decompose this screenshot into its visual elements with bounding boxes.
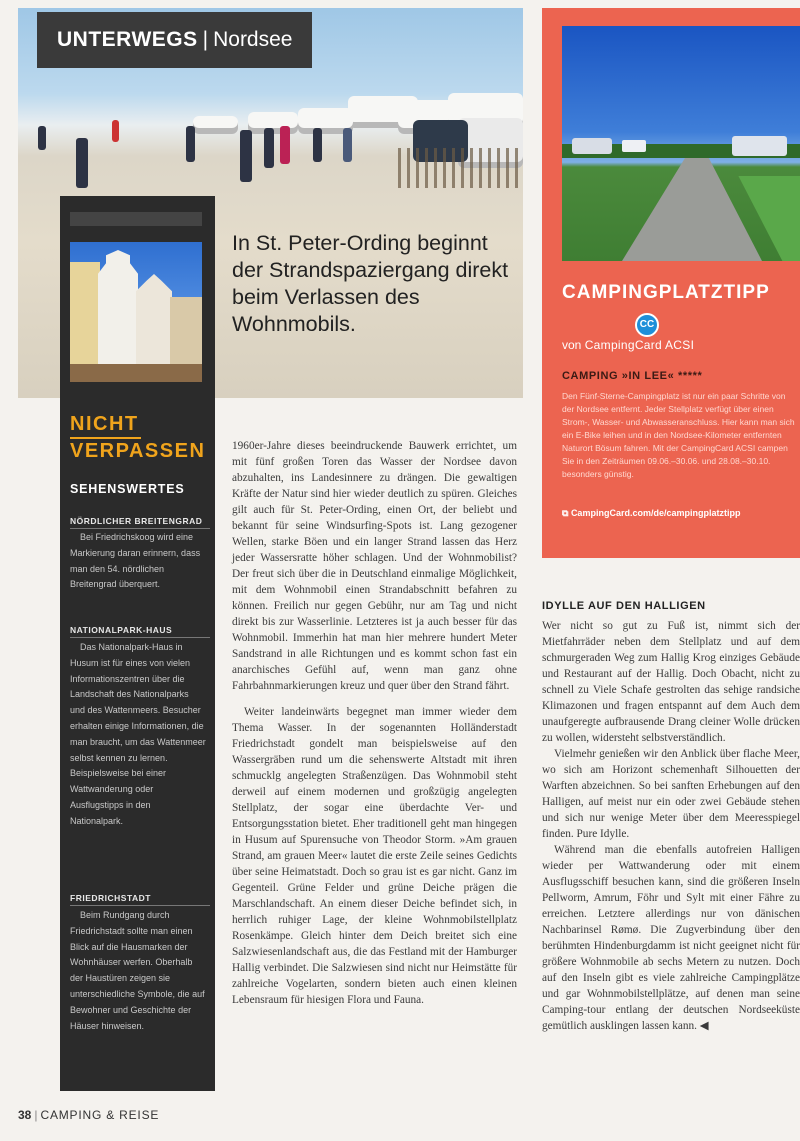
- sidebar-top-bar: [70, 212, 202, 226]
- sidebar-subheading: SEHENSWERTES: [70, 482, 185, 496]
- campingcard-logo-icon: CC: [635, 313, 659, 337]
- sponsor-brand: CampingCard ACSI: [584, 338, 695, 352]
- footer-separator: |: [34, 1108, 38, 1122]
- caravan: [572, 138, 612, 154]
- paragraph: 1960er-Jahre dieses beeindruckende Bauwerk errichtet, um mit fünf großen Toren das Wasser der Nordsee davon abzuhalten, ins Landesinnere zu drängen. Die gewaltigen Kräfte der Natur sind hier wieder deutlich zu spüren. Gleiches gilt auch für St. Peter-Ording, einen Ort, der beliebt und bekannt für seine Windsurfing-Spots ist. Lang gezogener Wellen, starke Böen und ein langer Strand lassen das Herz jeder Wassersratte höher schlagen. Und der Wohnmobilist? Der freut sich über die in Deutschland einmalige Möglichkeit, mit dem Wohnmobil einen Strandabschnitt befahren zu können. Freilich nur gegen Gebühr, nur am Tag und nicht direkt bis zur Wasserlinie. Letzteres ist ja auch besser für das Wohnmobil. Immerhin hat man hier mehrere hundert Meter Sandstrand in alle Richtungen und es kommt schon fast ein anarchisches Gefühl auf, wenn man ganz ohne Fahrbahnmarkierungen kreuz und quer über den Strand fährt.: [232, 440, 517, 692]
- sidebar-heading-line2: VERPASSEN: [70, 440, 206, 462]
- body-column-1: [232, 438, 517, 1008]
- person: [313, 128, 322, 162]
- person: [76, 138, 88, 188]
- body-column-2: [542, 618, 800, 1088]
- section-tag-separator: |: [202, 28, 209, 51]
- hero-caption: In St. Peter-Ording beginnt der Strandspaziergang direkt beim Verlassen des Wohnmobils.: [232, 231, 509, 336]
- campsite-name: CAMPING »IN LEE« *****: [562, 370, 703, 382]
- person: [240, 130, 252, 182]
- column-2-heading: IDYLLE AUF DEN HALLIGEN: [542, 600, 706, 612]
- sidebar-item-title: NATIONALPARK-HAUS: [70, 625, 210, 638]
- camping-tip-sponsor: [562, 338, 694, 352]
- campsite-link[interactable]: [562, 508, 740, 519]
- caravan: [622, 140, 646, 152]
- camping-tip-title: CAMPINGPLATZTIPP: [562, 282, 770, 303]
- building: [98, 250, 138, 382]
- campsite-road: [622, 158, 762, 261]
- page-footer: [18, 1108, 159, 1122]
- campsite-link-text[interactable]: CampingCard.com/de/campingplatztipp: [570, 508, 741, 518]
- person: [264, 128, 274, 168]
- sidebar-photo: [70, 242, 202, 382]
- fence: [398, 148, 523, 188]
- sidebar-item-text: Bei Friedrichskoog wird eine Markierung daran erinnern, dass man den 54. nördlichen Breitengrad überquert.: [70, 532, 201, 590]
- sidebar-item-title: FRIEDRICHSTADT: [70, 893, 210, 906]
- magazine-name: CAMPING & REISE: [40, 1108, 160, 1122]
- arrow-link-icon: ⧉: [562, 508, 571, 518]
- campsite-photo: [562, 26, 800, 261]
- person: [280, 126, 290, 164]
- sidebar-item-title: NÖRDLICHER BREITENGRAD: [70, 516, 210, 529]
- sidebar-item-text: Das Nationalpark-Haus in Husum ist für eines von vielen Informationszentren über die Landschaft des Nationalparks und des Wattenmeers. Besucher erhalten einige Informationen, die man braucht, um das Wattenmeer selbst kennen zu lernen. Beispielsweise bei einer Wattwanderung oder Ausflugstipps in den Nationalpark.: [70, 642, 206, 826]
- person: [112, 120, 119, 142]
- section-tag-sub: Nordsee: [213, 28, 293, 51]
- sidebar-item-text: Beim Rundgang durch Friedrichstadt sollte man einen Blick auf die Hausmarken der Wohnhäuser werfen. Oberhalb der Haustüren zeigen sie unterschiedliche Symbole, die auf Bewohner und Geschichte der Häuser hinweisen.: [70, 910, 205, 1031]
- person: [343, 128, 352, 162]
- caravan: [732, 136, 787, 156]
- street: [70, 364, 202, 382]
- page-number: 38: [18, 1108, 32, 1122]
- sponsor-prefix: von: [562, 338, 582, 352]
- paragraph: Weiter landeinwärts begegnet man immer wieder dem Thema Wasser. In der sogenannten Holländerstadt Friedrichstadt gondelt man beispielsweise auf den Wassergräben rund um die sehenswerte Altstadt mit ihren schmucklg angelegten Straßenzügen. Das Wohnmobil steht derweil auf einem modernen und großzügig angelegten Stellplatz, der sogar eine überdachte Ver- und Entsorgungsstation bietet. Eher traditionell geht man hingegen in Husum auf Spurensuche von Theodor Storm. »Am grauen Strand, am grauen Meer« lautet die erste Zeile seines Gedichts über seine Heimatstadt. Doch so grau ist es gar nicht. Ganz im Gegenteil. Grüne Felder und grüne Deiche prägen die Marschlandschaft. An einem dieser Deiche befindet sich, in herrlich ruhiger Lage, der kleine Wohnmobilstellplatz Rosenkämpe. Gleich hinter dem Deich breitet sich eine Salzwiesenlandschaft aus, die das Festland mit der Hamburger Hallig verbindet. Die Salzwiesen sind nicht nur Heimstätte für zahlreiche Vogelarten, sondern bieten auch einen kleinen Lebensraum für hiesigen Flora und Fauna.: [232, 706, 517, 1006]
- paragraph: Wer nicht so gut zu Fuß ist, nimmt sich der Mietfahrräder neben dem Stellplatz und auf dem schmurgeraden Weg zum Hallig Krog einziges Gebäude und Restaurant auf der Hallig. Doch Obacht, nicht zu schnell zu Viele Schafe gestrolten das sehige randsiche Klimazonen und fragen entspannt auf dem Auch dem unaufgeregte aufbrausende Drang cleiner Wolle drücken zu wollen, widersteht selbstverständlich.: [542, 620, 800, 744]
- paragraph: Vielmehr genießen wir den Anblick über flache Meer, wo sich am Horizont schemenhaft Silhouetten der Warften abzeichnen. So bei sanften Erhebungen auf den Halligen, auf meist nur ein oder zwei Gebäude stehen und sich nur wenige Meter über dem Meeresspiegel finden. Pure Idylle.: [542, 748, 800, 840]
- person: [38, 126, 46, 150]
- motorhome: [193, 116, 238, 134]
- paragraph: Während man die ebenfalls autofreien Halligen wieder per Wattwanderung oder mit einem Ausflugsschiff besuchen kann, sind die größeren Inseln Pellworm, Amrum, Föhr und Sylt mit einer Fähre zu erreichen. Letztere allerdings nur von dänischen Nachbarinsel Rømø. Die Zugverbindung über den berühmten Hindenburgdamm ist nicht geeignet nicht für größere Wohnmobile ab sechs Metern zu nutzen. Doch auf den Inseln gibt es viele zahlreiche Campingplätze und gar Wohnmobilstellplätze, auf denen man seine Camping-tour entlang der deutschen Nordseeküste gemütlich ausklingen lassen kann. ◀: [542, 844, 800, 1032]
- section-tag-label: UNTERWEGS: [57, 28, 198, 51]
- campsite-description: Den Fünf-Sterne-Campingplatz ist nur ein paar Schritte von der Nordsee entfernt. Jeder Stellplatz verfügt über einen Strom-, Wasser- und Abwasseranschluss. Hier kann man sich ein E-Bike leihen und in den Nordsee-Kilometer entfernten Naturort Bösum fahren. Mit der CampingCard ACSI campen Sie in den Zeiträumen 09.06.–30.06. und 28.08.–30.10. besonders günstig.: [562, 391, 795, 479]
- sidebar-heading: [70, 412, 210, 464]
- person: [186, 126, 195, 162]
- section-tag: [37, 12, 312, 68]
- sidebar-heading-line1: NICHT: [70, 412, 141, 439]
